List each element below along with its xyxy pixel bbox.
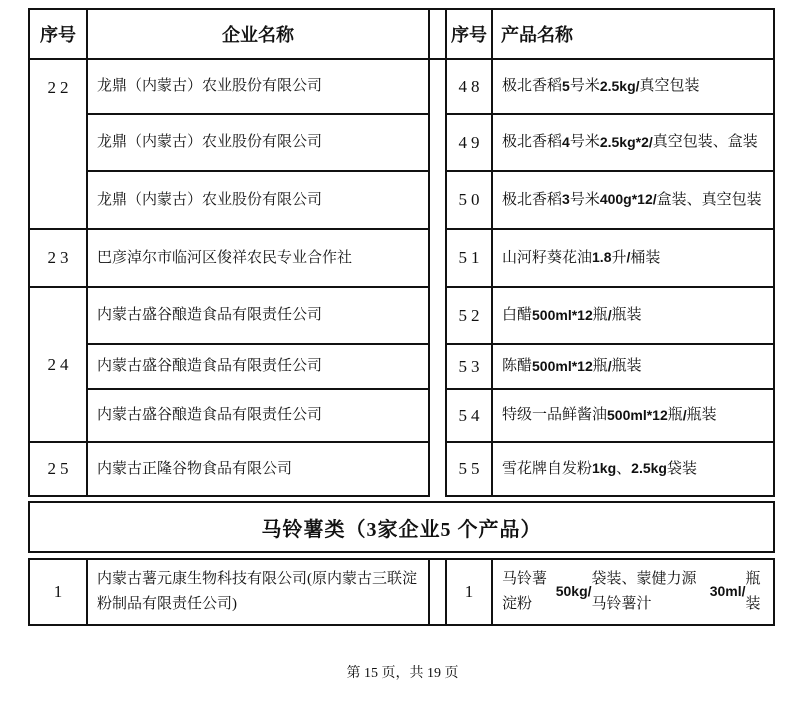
header-product: 产品名称 [493, 8, 775, 60]
company-cell: 内蒙古薯元康生物科技有限公司(原内蒙古三联淀粉制品有限责任公司) [88, 558, 430, 626]
serial-left-cell: 22 [28, 60, 88, 230]
product-cell: 极北香稻 3 号米 400g*12/ 盒装、真空包装 [493, 172, 775, 230]
company-cell: 内蒙古盛谷酿造食品有限责任公司 [88, 345, 430, 390]
approved-products-table [28, 8, 775, 626]
product-cell: 白醋 500ml*12 瓶 / 瓶装 [493, 288, 775, 345]
company-cell: 龙鼎（内蒙古）农业股份有限公司 [88, 115, 430, 172]
product-cell: 极北香稻 5 号米 2.5kg/ 真空包装 [493, 60, 775, 115]
column-gutter [430, 115, 445, 172]
company-cell: 内蒙古正隆谷物食品有限公司 [88, 443, 430, 497]
company-cell: 内蒙古盛谷酿造食品有限责任公司 [88, 288, 430, 345]
header-company: 企业名称 [88, 8, 430, 60]
column-gutter [430, 8, 445, 60]
product-cell: 陈醋 500ml*12 瓶 / 瓶装 [493, 345, 775, 390]
serial-left-cell: 25 [28, 443, 88, 497]
column-gutter [430, 230, 445, 288]
company-cell: 内蒙古盛谷酿造食品有限责任公司 [88, 390, 430, 443]
column-gutter [430, 443, 445, 497]
serial-left-cell: 1 [28, 558, 88, 626]
product-cell: 山河籽葵花油 1.8 升 / 桶装 [493, 230, 775, 288]
serial-right-cell: 49 [445, 115, 493, 172]
product-cell: 极北香稻 4 号米 2.5kg*2/ 真空包装、盒装 [493, 115, 775, 172]
company-cell: 龙鼎（内蒙古）农业股份有限公司 [88, 172, 430, 230]
column-gutter [430, 172, 445, 230]
serial-right-cell: 53 [445, 345, 493, 390]
serial-right-cell: 48 [445, 60, 493, 115]
serial-right-cell: 54 [445, 390, 493, 443]
serial-left-cell: 23 [28, 230, 88, 288]
column-gutter [430, 60, 445, 115]
column-gutter [430, 390, 445, 443]
serial-right-cell: 1 [445, 558, 493, 626]
header-serial-right: 序号 [445, 8, 493, 60]
company-cell: 龙鼎（内蒙古）农业股份有限公司 [88, 60, 430, 115]
serial-right-cell: 51 [445, 230, 493, 288]
serial-right-cell: 55 [445, 443, 493, 497]
column-gutter [430, 558, 445, 626]
serial-right-cell: 50 [445, 172, 493, 230]
column-gutter [430, 345, 445, 390]
product-cell: 特级一品鲜酱油 500ml*12 瓶 / 瓶装 [493, 390, 775, 443]
header-serial-left: 序号 [28, 8, 88, 60]
page-number-footer: 第 15 页，共 19 页 [346, 666, 459, 681]
serial-left-cell: 24 [28, 288, 88, 443]
serial-right-cell: 52 [445, 288, 493, 345]
column-gutter [430, 288, 445, 345]
section-header: 马铃薯类（3家企业5 个产品） [28, 501, 775, 553]
company-cell: 巴彦淖尔市临河区俊祥农民专业合作社 [88, 230, 430, 288]
product-cell: 雪花牌自发粉 1kg 、 2.5kg 袋装 [493, 443, 775, 497]
product-cell: 马铃薯淀粉 50kg/ 袋装、蒙健力源马铃薯汁 30ml/ 瓶装 [493, 558, 775, 626]
